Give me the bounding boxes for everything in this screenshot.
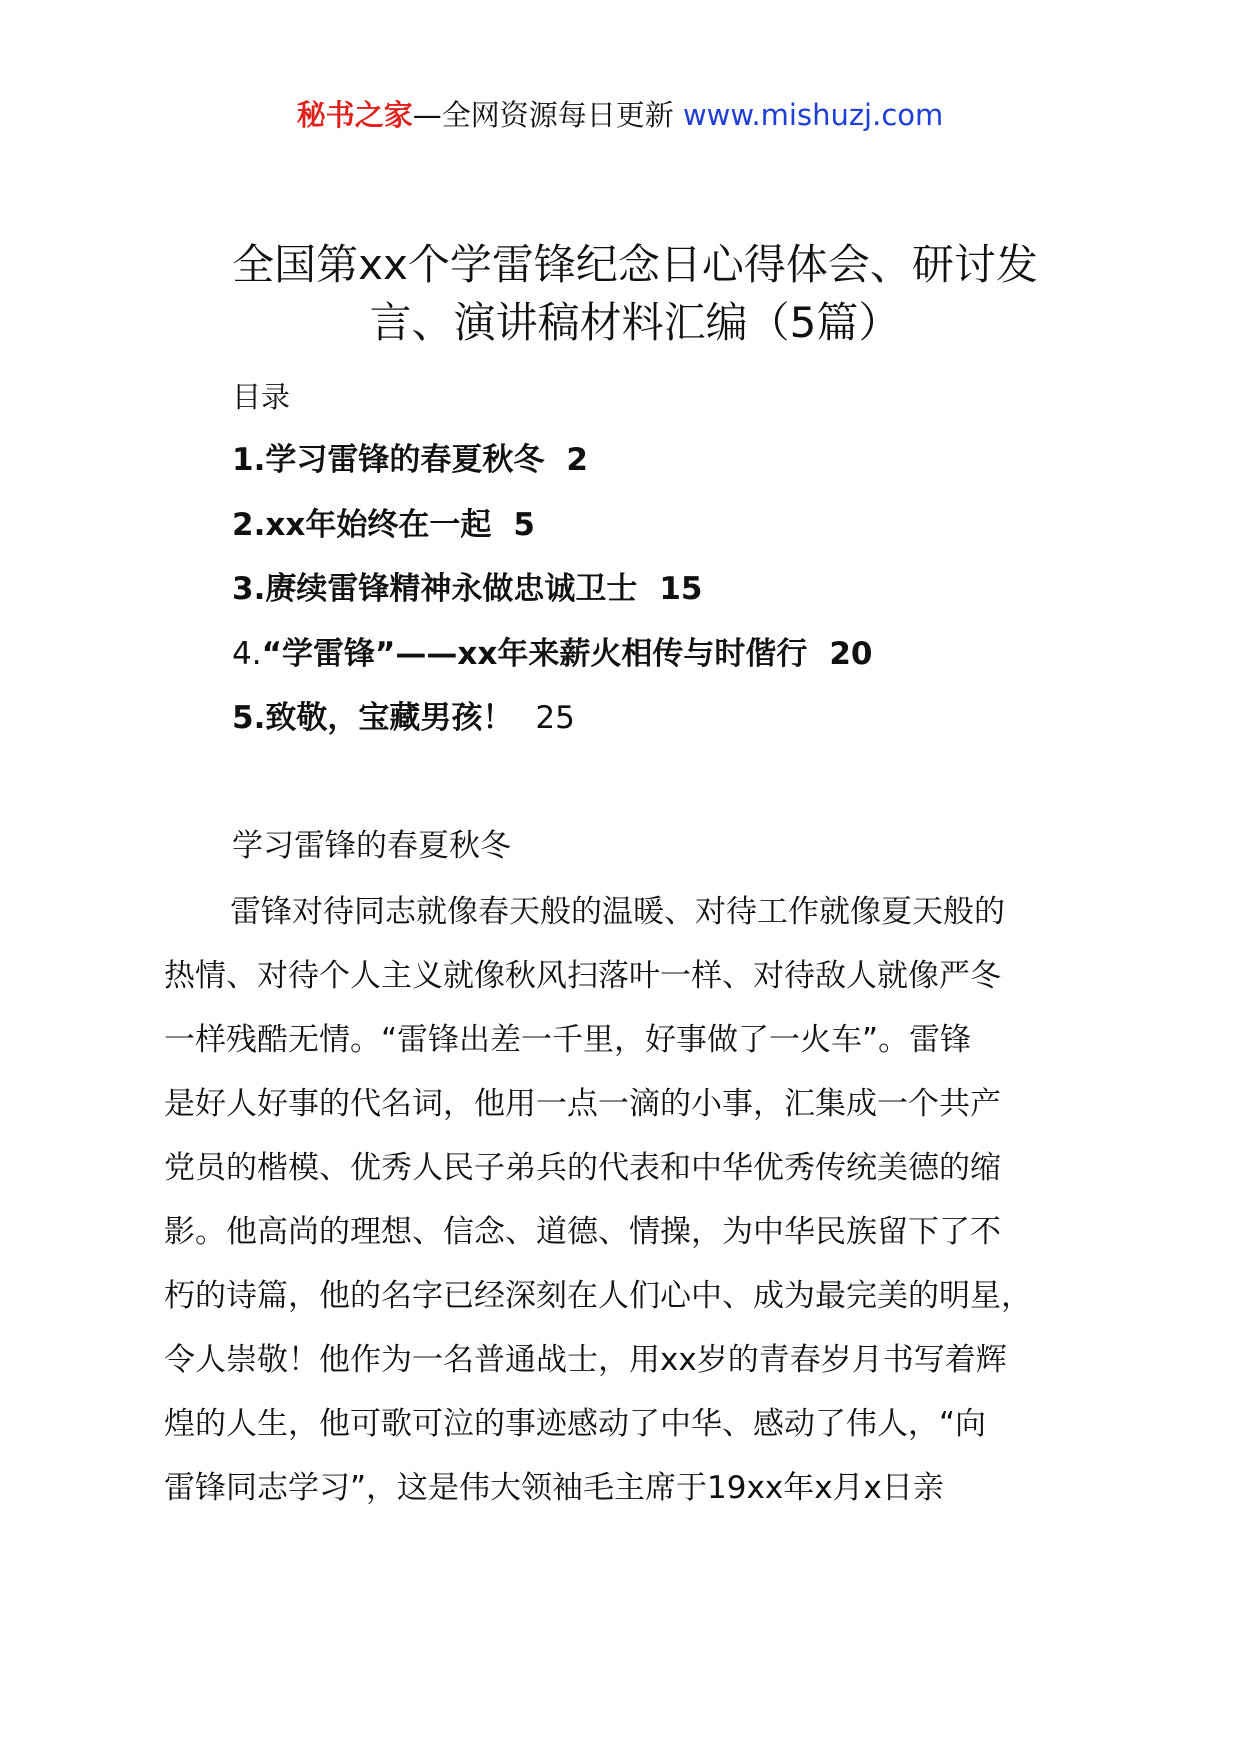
site-url-link[interactable]: www.mishuzj.com: [682, 98, 944, 132]
toc-item-number: 4.: [232, 635, 262, 672]
title-line-1: 全国第xx个学雷锋纪念日心得体会、研讨发: [232, 240, 1038, 289]
toc-item-1[interactable]: [232, 435, 1112, 500]
toc-item-5[interactable]: [232, 693, 1112, 758]
toc-item-page: 20: [829, 635, 873, 672]
body-line: 雷锋对待同志就像春天般的温暖、对待工作就像夏天般的: [230, 894, 1005, 930]
body-line: 是好人好事的代名词，他用一点一滴的小事，汇集成一个共产: [164, 1086, 1001, 1122]
body-line: 令人崇敬！他作为一名普通战士，用xx岁的青春岁月书写着辉: [164, 1342, 1007, 1378]
site-header: [0, 98, 1240, 133]
article-body: [164, 880, 1104, 1520]
toc-item-number: 5.: [232, 700, 266, 736]
toc-item-page: 5: [513, 506, 535, 543]
body-line: 朽的诗篇，他的名字已经深刻在人们心中、成为最完美的明星，: [164, 1278, 1032, 1314]
toc-item-text: 赓续雷锋精神永做忠诚卫士: [265, 571, 638, 607]
body-line: 影。他高尚的理想、信念、道德、情操，为中华民族留下了不: [164, 1214, 1001, 1250]
article-heading: 学习雷锋的春夏秋冬: [232, 828, 511, 864]
toc-item-number: 1.: [232, 442, 266, 478]
toc-item-2[interactable]: [232, 500, 1112, 565]
body-line: 热情、对待个人主义就像秋风扫落叶一样、对待敌人就像严冬: [164, 958, 1001, 994]
toc-item-3[interactable]: [232, 564, 1112, 629]
body-line: 煌的人生，他可歌可泣的事迹感动了中华、感动了伟人，“向: [164, 1406, 987, 1442]
toc-item-page: 15: [659, 571, 703, 607]
toc-item-text: xx年始终在一起: [265, 506, 492, 543]
header-slogan: —全网资源每日更新: [412, 98, 674, 132]
toc-item-page: 25: [535, 700, 575, 736]
toc-item-text: “学雷锋”——xx年来薪火相传与时偕行: [261, 635, 808, 672]
body-line: 党员的楷模、优秀人民子弟兵的代表和中华优秀传统美德的缩: [164, 1150, 1001, 1186]
toc-item-text: 学习雷锋的春夏秋冬: [265, 442, 545, 478]
table-of-contents: [232, 435, 1112, 758]
toc-item-text: 致敬，宝藏男孩！: [265, 700, 514, 736]
toc-item-4[interactable]: [232, 629, 1112, 694]
toc-item-number: 3.: [232, 571, 266, 607]
toc-item-page: 2: [566, 442, 588, 478]
document-title: [170, 236, 1100, 352]
toc-item-number: 2.: [232, 506, 266, 543]
body-line: 雷锋同志学习”，这是伟大领袖毛主席于19xx年x月x日亲: [164, 1470, 944, 1506]
title-line-2: 言、演讲稿材料汇编（5篇）: [369, 298, 901, 347]
brand-name: 秘书之家: [296, 98, 413, 132]
toc-heading: 目录: [232, 380, 291, 414]
body-line: 一样残酷无情。“雷锋出差一千里，好事做了一火车”。雷锋: [164, 1022, 972, 1058]
